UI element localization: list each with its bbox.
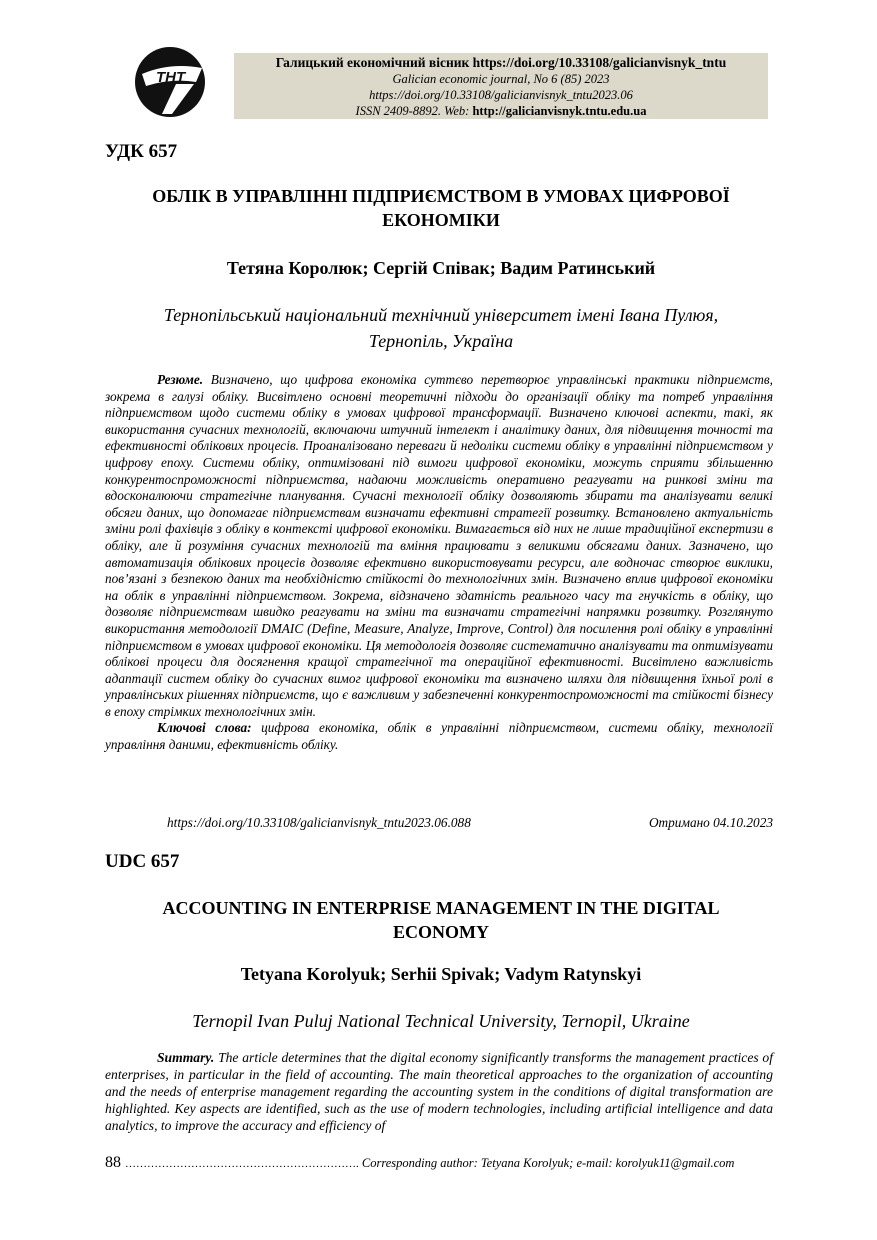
- footer-dots: ……………………………………………………….: [125, 1158, 359, 1170]
- abstract-ua: [105, 372, 773, 754]
- summary-en: [105, 1049, 773, 1134]
- journal-title: Галицький економічний вісник https://doi.org/10.33108/galicianvisnyk_tntu: [275, 55, 727, 70]
- paper-title-en-line1: ACCOUNTING IN ENTERPRISE MANAGEMENT IN THE DIGITAL: [162, 898, 720, 918]
- authors-en: Tetyana Korolyuk; Serhii Spivak; Vadym Ratynskyi: [240, 964, 642, 984]
- received-date: Отримано 04.10.2023: [648, 815, 773, 830]
- authors-ua: Тетяна Королюк; Сергій Співак; Вадим Ратинський: [226, 258, 656, 278]
- affiliation-ua-line1: Тернопільський національний технічний університет імені Івана Пулюя,: [163, 305, 719, 325]
- article-doi-link[interactable]: https://doi.org/10.33108/galicianvisnyk_tntu2023.06.088: [167, 815, 471, 830]
- summary-label: Summary.: [157, 1050, 215, 1065]
- paper-title-ua: [100, 184, 782, 232]
- keywords-label: Ключові слова:: [157, 720, 252, 736]
- affiliation-en: Ternopil Ivan Puluj National Technical University, Ternopil, Ukraine: [192, 1011, 690, 1031]
- logo-text: ТНТ: [156, 69, 186, 86]
- paper-title-en: [100, 896, 782, 944]
- udc-code: UDC 657: [105, 851, 180, 872]
- page-number: 88: [105, 1154, 121, 1171]
- udk-code: УДК 657: [105, 141, 178, 162]
- paper-title-en-line2: ECONOMY: [393, 922, 489, 942]
- journal-web-link[interactable]: http://galicianvisnyk.tntu.edu.ua: [472, 104, 647, 118]
- tntu-logo: [132, 44, 208, 120]
- journal-issue: Galician economic journal, No 6 (85) 2023: [392, 72, 610, 86]
- issn-label: ISSN 2409-8892. Web:: [355, 104, 473, 118]
- abstract-text: Визначено, що цифрова економіка суттєво перетворює управлінські практики підприємств, зокрема в галузі обліку. Висвітлено основні теоретичні підходи до організації обліку та потреб управління підприємством щодо системи обліку в умовах цифрової трансформації. Визначено ключові аспекти, такі, як використання сучасних технологій, включаючи штучний інтелект і аналітику даних, для підвищення точності та ефективності облікових процесів. Проаналізовано переваги й недоліки системи обліку в управлінні підприємством у цифрову епоху. Системи обліку, оптимізовані під вимоги цифрової економіки, можуть сприяти збільшенню конкурентоспроможності підприємства, надаючи можливість оперативно реагувати на ринкові зміни та вдосконалюючи стратегічне планування. Сучасні технології обліку дозволяють збирати та аналізувати великі обсяги даних, що допомагає підприємствам визначати ефективні стратегії розвитку. Встановлено актуальність зміни ролі фахівців з обліку в контексті цифрової економіки. Вимагається від них не лише традиційної експертизи в обліку, але й розуміння сучасних технологій та вміння працювати з великими обсягами даних. Зазначено, що автоматизація облікових процесів дозволяє ефективно використовувати ресурси, але водночас створює виклики, пов’язані з безпекою даних та необхідністю стійкості до технологічних змін. Визначено вплив цифрової економіки на облік в управлінні підприємством. Зокрема, відзначено здатність реального часу та гнучкість в обліку, що дозволяє підприємствам швидко реагувати на зміни та визначати стратегічні напрямки розвитку. Розглянуто використання методології DMAIC (Define, Measure, Analyze, Improve, Control) для посилення ролі обліку в управлінні підприємством в умовах цифрової економіки. Ця методологія дозволяє систематично аналізувати та оптимізувати облікові процеси для досягнення кращої стратегічної та операційної ефективності. Висвітлено важливість адаптації систем обліку до сучасних вимог цифрової економіки та визначено шляхи для підвищення їхньої ролі в управлінських рішеннях підприємств, що є важливим у забезпеченні конкурентоспроможності та стійкості бізнесу в епоху стрімких технологічних змін.: [105, 372, 773, 719]
- paper-title-ua-line2: ЕКОНОМІКИ: [382, 210, 500, 230]
- keywords-text: цифрова економіка, облік в управлінні підприємством, системи обліку, технології управління даними, ефективність обліку.: [105, 720, 773, 753]
- summary-text: The article determines that the digital economy significantly transforms the management practices of enterprises, in particular in the field of accounting. The main theoretical approaches to the organization of accounting and the needs of enterprise management regarding the accounting system in the conditions of digital transformation are highlighted. Key aspects are identified, such as the use of modern technologies, including artificial intelligence and data analytics, to improve the accuracy and efficiency of: [105, 1050, 773, 1133]
- abstract-label: Резюме.: [157, 372, 204, 387]
- corresponding-author: Corresponding author: Tetyana Korolyuk; e-mail: korolyuk11@gmail.com: [358, 1156, 735, 1170]
- affiliation-ua: [100, 302, 782, 354]
- affiliation-ua-line2: Тернопіль, Україна: [368, 331, 514, 351]
- journal-issn: [234, 103, 768, 119]
- page-footer: [105, 1154, 775, 1172]
- paper-title-ua-line1: ОБЛІК В УПРАВЛІННІ ПІДПРИЄМСТВОМ В УМОВАХ ЦИФРОВОЇ: [152, 186, 730, 206]
- journal-doi: https://doi.org/10.33108/galicianvisnyk_tntu2023.06: [369, 88, 633, 102]
- journal-header: [234, 53, 768, 119]
